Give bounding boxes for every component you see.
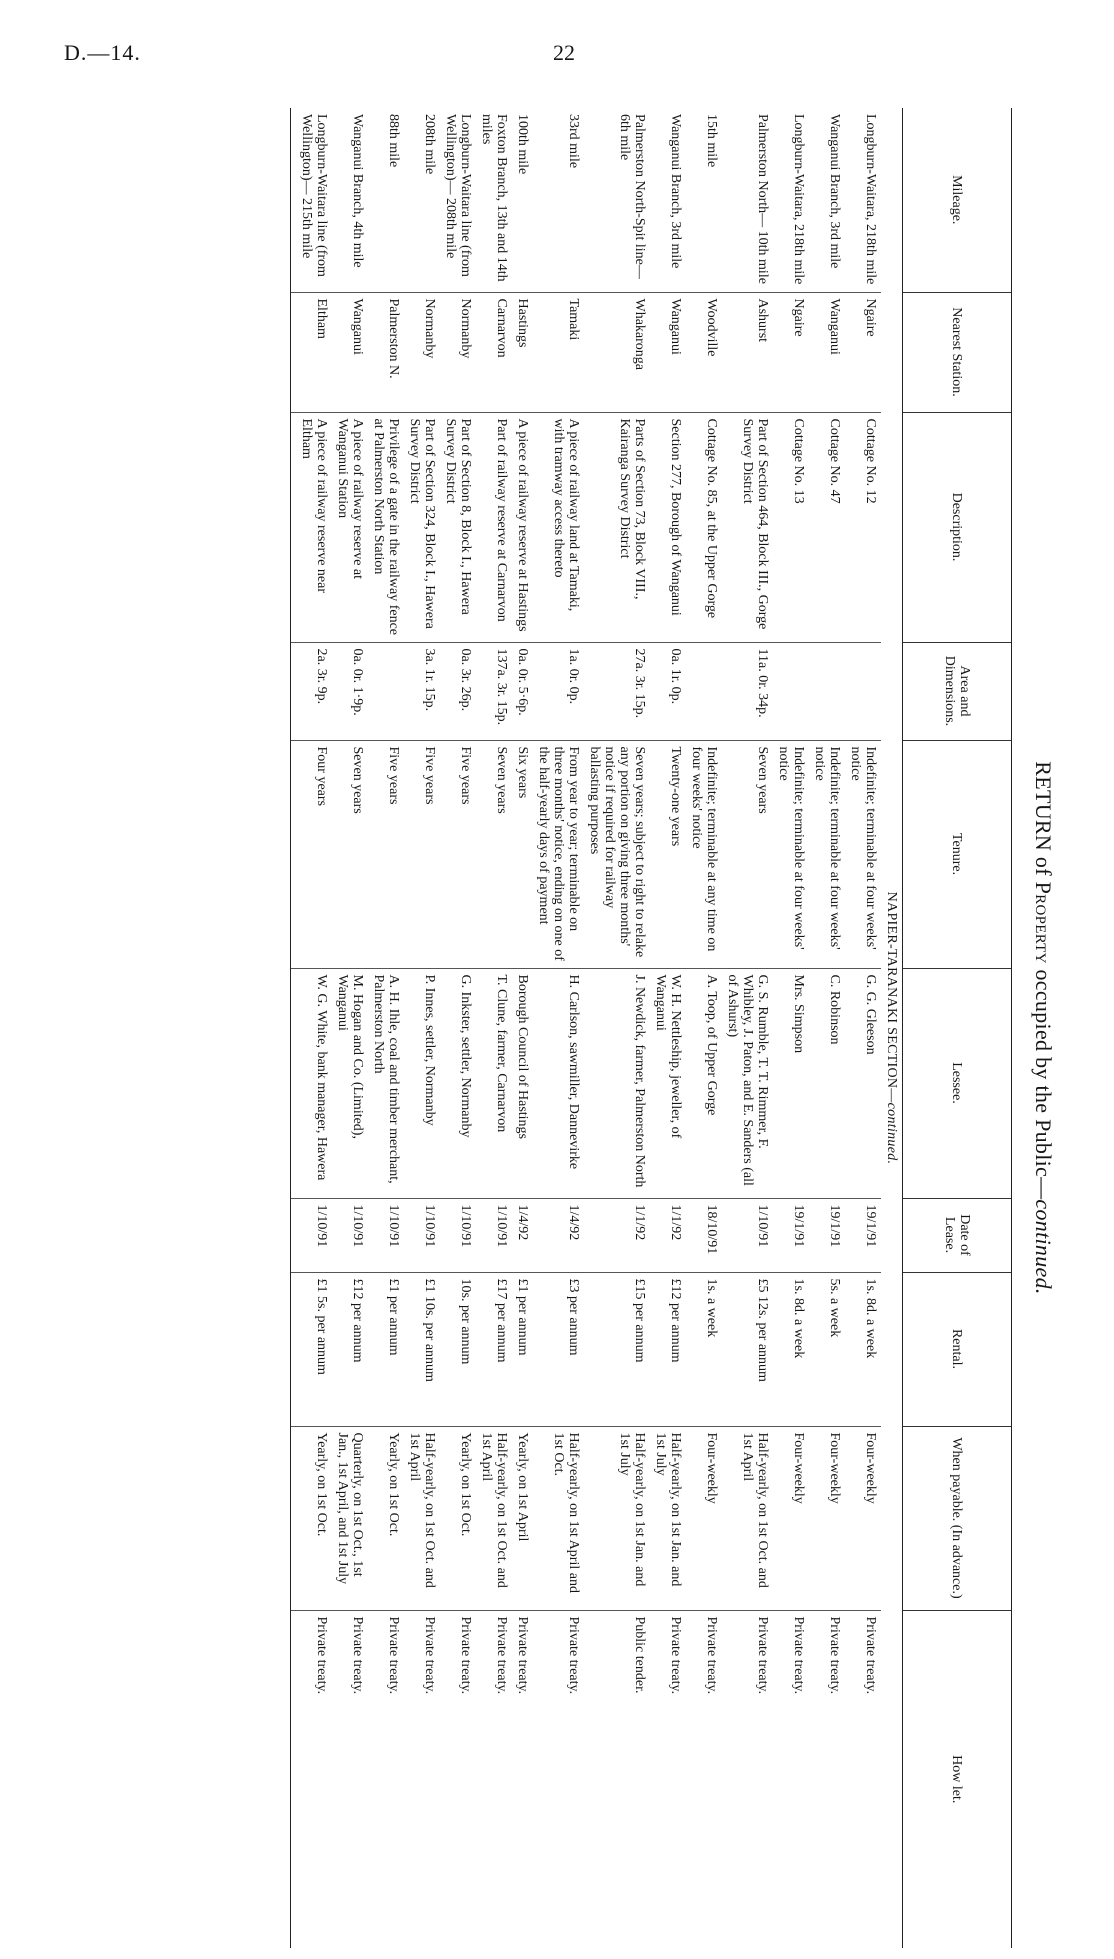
tenure-cell: Seven years — [476, 740, 512, 968]
how-let-cell: Private treaty. — [845, 1610, 881, 1948]
area-cell: 1a. 0r. 0p. — [533, 642, 584, 740]
table-row — [291, 108, 333, 1948]
header-row — [903, 108, 1012, 1948]
col-description-header: Description. — [903, 412, 1012, 642]
date-cell: 19/1/91 — [845, 1198, 881, 1272]
payable-cell: Four-weekly — [773, 1426, 809, 1610]
payable-cell: Half-yearly, on 1st Jan. and 1st July — [650, 1426, 686, 1610]
station-cell: Ngaire — [845, 292, 881, 412]
lessee-cell: W. H. Nettleship, jeweller, of Wanganui — [650, 968, 686, 1198]
description-cell: A piece of railway land at Tamaki, with tramway access thereto — [533, 412, 584, 642]
station-cell: Hastings — [512, 292, 533, 412]
how-let-cell: Public tender. — [584, 1610, 650, 1948]
payable-cell: Half-yearly, on 1st April and 1st Oct. — [533, 1426, 584, 1610]
station-cell: Whakaronga — [584, 292, 650, 412]
col-area-header: Area and Dimensions. — [903, 642, 1012, 740]
tenure-cell: Seven years — [332, 740, 368, 968]
rental-cell: £1 10s. per annum — [404, 1272, 440, 1426]
date-cell: 18/10/91 — [686, 1198, 722, 1272]
description-cell: Cottage No. 12 — [845, 412, 881, 642]
description-cell: Part of Section 324, Block I., Hawera Survey District — [404, 412, 440, 642]
page-reference: D.—14. — [64, 40, 141, 65]
how-let-cell: Private treaty. — [440, 1610, 476, 1948]
tenure-cell: From year to year; terminable on three months' notice, ending on one of the half-yearly days of payment — [533, 740, 584, 968]
station-cell: Wanganui — [650, 292, 686, 412]
lessee-cell: G. G. Gleeson — [845, 968, 881, 1198]
tenure-cell: Indefinite; terminable at four weeks' notice — [809, 740, 845, 968]
payable-cell: Quarterly, on 1st Oct., 1st Jan., 1st April, and 1st July — [332, 1426, 368, 1610]
mileage-cell: Wanganui Branch, 4th mile — [350, 114, 365, 268]
mileage-cell: 33rd mile — [566, 114, 581, 169]
table-row — [845, 108, 881, 1948]
table-row — [368, 108, 404, 1948]
rotated-table-page — [80, 108, 1060, 1948]
table-row — [476, 108, 512, 1948]
area-cell — [773, 642, 809, 740]
mileage-cell: Longburn-Waitara line (from Wellington)— 208th mile — [443, 114, 473, 277]
rental-cell: £1 per annum — [368, 1272, 404, 1426]
area-cell: 0a. 0r. 5·6p. — [512, 642, 533, 740]
area-cell: 0a. 1r. 0p. — [650, 642, 686, 740]
how-let-cell: Private treaty. — [404, 1610, 440, 1948]
mileage-cell: Longburn-Waitara, 218th mile — [791, 114, 806, 285]
table-row — [512, 108, 533, 1948]
area-cell — [809, 642, 845, 740]
date-cell: 19/1/91 — [809, 1198, 845, 1272]
tenure-cell: Six years — [512, 740, 533, 968]
station-cell: Eltham — [291, 292, 333, 412]
lessee-cell: T. Clune, farmer, Carnarvon — [476, 968, 512, 1198]
description-cell: Cottage No. 13 — [773, 412, 809, 642]
rental-cell: 1s. 8d. a week — [773, 1272, 809, 1426]
title-small-caps: Property — [1031, 881, 1056, 964]
description-cell: Part of Section 8, Block I., Hawera Survey District — [440, 412, 476, 642]
area-cell: 3a. 1r. 15p. — [404, 642, 440, 740]
property-return-table — [290, 108, 1012, 1948]
station-cell: Ashurst — [722, 292, 773, 412]
rental-cell: £12 per annum — [332, 1272, 368, 1426]
how-let-cell: Private treaty. — [533, 1610, 584, 1948]
station-cell: Palmerston N. — [368, 292, 404, 412]
table-row — [584, 108, 650, 1948]
lessee-cell: H. Carlson, sawmiller, Dannevirke — [533, 968, 584, 1198]
how-let-cell: Private treaty. — [686, 1610, 722, 1948]
table-row — [440, 108, 476, 1948]
payable-cell: Four-weekly — [809, 1426, 845, 1610]
area-cell: 0a. 0r. 1·9p. — [332, 642, 368, 740]
date-cell: 1/4/92 — [533, 1198, 584, 1272]
lessee-cell: Mrs. Simpson — [773, 968, 809, 1198]
station-cell: Tamaki — [533, 292, 584, 412]
mileage-cell: 100th mile — [515, 114, 530, 175]
tenure-cell: Five years — [440, 740, 476, 968]
section-name: NAPIER-TARANAKI SECTION— — [884, 891, 899, 1103]
lessee-cell: G. Inkster, settler, Normanby — [440, 968, 476, 1198]
table-row — [809, 108, 845, 1948]
description-cell: Privilege of a gate in the railway fence at Palmerston North Station — [368, 412, 404, 642]
tenure-cell: Indefinite; terminable at four weeks' notice — [845, 740, 881, 968]
col-how-let-header: How let. — [903, 1610, 1012, 1948]
date-cell: 1/4/92 — [512, 1198, 533, 1272]
rental-cell: £1 per annum — [512, 1272, 533, 1426]
date-cell: 1/10/91 — [404, 1198, 440, 1272]
lessee-cell: G. S. Rumble, T. T. Rimmer, F. Whibley, J. Paton, and E. Sanders (all of Ashurst) — [722, 968, 773, 1198]
description-cell: Parts of Section 73, Block VIII., Kairanga Survey District — [584, 412, 650, 642]
date-cell: 1/10/91 — [722, 1198, 773, 1272]
col-nearest-station-header: Nearest Station. — [903, 292, 1012, 412]
table-row — [773, 108, 809, 1948]
area-cell — [845, 642, 881, 740]
lessee-cell: J. Newdick, farmer, Palmerston North — [584, 968, 650, 1198]
rental-cell: £17 per annum — [476, 1272, 512, 1426]
lessee-cell: P. Innes, settler, Normanby — [404, 968, 440, 1198]
payable-cell: Half-yearly, on 1st Jan. and 1st July — [584, 1426, 650, 1610]
station-cell: Wanganui — [809, 292, 845, 412]
description-cell: Cottage No. 47 — [809, 412, 845, 642]
date-cell: 1/10/91 — [440, 1198, 476, 1272]
payable-cell: Yearly, on 1st Oct. — [291, 1426, 333, 1610]
mileage-cell: 15th mile — [704, 114, 719, 168]
rental-cell: £1 5s. per annum — [291, 1272, 333, 1426]
area-cell — [686, 642, 722, 740]
lessee-cell: M. Hogan and Co. (Limited), Wanganui — [332, 968, 368, 1198]
mileage-cell: 208th mile — [422, 114, 437, 175]
mileage-cell: Palmerston North— 10th mile — [755, 114, 770, 284]
col-rental-header: Rental. — [903, 1272, 1012, 1426]
how-let-cell: Private treaty. — [773, 1610, 809, 1948]
area-cell: 11a. 0r. 34p. — [722, 642, 773, 740]
payable-cell: Yearly, on 1st April — [512, 1426, 533, 1610]
how-let-cell: Private treaty. — [332, 1610, 368, 1948]
station-cell: Carnarvon — [476, 292, 512, 412]
date-cell: 1/10/91 — [476, 1198, 512, 1272]
tenure-cell: Indefinite; terminable at four weeks' notice — [773, 740, 809, 968]
how-let-cell: Private treaty. — [512, 1610, 533, 1948]
description-cell: Cottage No. 85, at the Upper Gorge — [686, 412, 722, 642]
date-cell: 1/1/92 — [650, 1198, 686, 1272]
rental-cell: £12 per annum — [650, 1272, 686, 1426]
how-let-cell: Private treaty. — [476, 1610, 512, 1948]
section-row — [881, 108, 903, 1948]
page-title — [1030, 108, 1056, 1948]
mileage-cell: Longburn-Waitara line (from Wellington)— 215th mile — [291, 108, 333, 292]
col-tenure-header: Tenure. — [903, 740, 1012, 968]
col-date-header: Date of Lease. — [903, 1198, 1012, 1272]
col-mileage-header: Mileage. — [903, 108, 1012, 292]
station-cell: Wanganui — [332, 292, 368, 412]
payable-cell: Yearly, on 1st Oct. — [368, 1426, 404, 1610]
station-cell: Woodville — [686, 292, 722, 412]
title-italic: continued. — [1031, 1199, 1056, 1295]
area-cell: 27a. 3r. 15p. — [584, 642, 650, 740]
area-cell: 2a. 3r. 9p. — [291, 642, 333, 740]
table-row — [686, 108, 722, 1948]
how-let-cell: Private treaty. — [650, 1610, 686, 1948]
page-number: 22 — [553, 40, 575, 65]
tenure-cell: Five years — [368, 740, 404, 968]
rental-cell: 1s. a week — [686, 1272, 722, 1426]
station-cell: Normanby — [440, 292, 476, 412]
tenure-cell: Seven years — [722, 740, 773, 968]
payable-cell: Half-yearly, on 1st Oct. and 1st April — [476, 1426, 512, 1610]
area-cell — [368, 642, 404, 740]
table-row — [533, 108, 584, 1948]
description-cell: Part of Section 464, Block III., Gorge Survey District — [722, 412, 773, 642]
date-cell: 1/10/91 — [332, 1198, 368, 1272]
how-let-cell: Private treaty. — [291, 1610, 333, 1948]
table-row — [404, 108, 440, 1948]
payable-cell: Four-weekly — [686, 1426, 722, 1610]
rental-cell: 10s. per annum — [440, 1272, 476, 1426]
lessee-cell: A. H. Ihle, coal and timber merchant, Palmerston North — [368, 968, 404, 1198]
station-cell: Ngaire — [773, 292, 809, 412]
title-prefix: RETURN of — [1031, 761, 1056, 882]
date-cell: 19/1/91 — [773, 1198, 809, 1272]
payable-cell: Half-yearly, on 1st Oct. and 1st April — [404, 1426, 440, 1610]
tenure-cell: Twenty-one years — [650, 740, 686, 968]
payable-cell: Half-yearly, on 1st Oct. and 1st April — [722, 1426, 773, 1610]
mileage-cell: Wanganui Branch, 3rd mile — [827, 114, 842, 269]
payable-cell: Yearly, on 1st Oct. — [440, 1426, 476, 1610]
lessee-cell: A. Toop, of Upper Gorge — [686, 968, 722, 1198]
description-cell: A piece of railway reserve at Wanganui Station — [332, 412, 368, 642]
rental-cell: £5 12s. per annum — [722, 1272, 773, 1426]
how-let-cell: Private treaty. — [722, 1610, 773, 1948]
tenure-cell: Four years — [291, 740, 333, 968]
rental-cell: £15 per annum — [584, 1272, 650, 1426]
area-cell: 0a. 3r. 26p. — [440, 642, 476, 740]
title-middle: occupied by the Public— — [1031, 963, 1056, 1200]
mileage-cell: Wanganui Branch, 3rd mile — [668, 114, 683, 269]
lessee-cell: Borough Council of Hastings — [512, 968, 533, 1198]
description-cell: Section 277, Borough of Wanganui — [650, 412, 686, 642]
rental-cell: 1s. 8d. a week — [845, 1272, 881, 1426]
rental-cell: 5s. a week — [809, 1272, 845, 1426]
date-cell: 1/10/91 — [368, 1198, 404, 1272]
col-lessee-header: Lessee. — [903, 968, 1012, 1198]
how-let-cell: Private treaty. — [809, 1610, 845, 1948]
payable-cell: Four-weekly — [845, 1426, 881, 1610]
how-let-cell: Private treaty. — [368, 1610, 404, 1948]
lessee-cell: W. G. White, bank manager, Hawera — [291, 968, 333, 1198]
mileage-cell: 88th mile — [386, 114, 401, 168]
description-cell: Part of railway reserve at Carnarvon — [476, 412, 512, 642]
date-cell: 1/1/92 — [584, 1198, 650, 1272]
table-row — [650, 108, 686, 1948]
rental-cell: £3 per annum — [533, 1272, 584, 1426]
tenure-cell: Indefinite; terminable at any time on four weeks' notice — [686, 740, 722, 968]
tenure-cell: Five years — [404, 740, 440, 968]
lessee-cell: C. Robinson — [809, 968, 845, 1198]
mileage-cell: Longburn-Waitara, 218th mile — [863, 114, 878, 285]
tenure-cell: Seven years; subject to right to relake any portion on giving three months' notice if required for railway ballasting purposes — [584, 740, 650, 968]
description-cell: A piece of railway reserve near Eltham — [291, 412, 333, 642]
table-row — [722, 108, 773, 1948]
description-cell: A piece of railway reserve at Hastings — [512, 412, 533, 642]
section-italic: continued. — [884, 1102, 899, 1165]
section-heading — [881, 108, 903, 1948]
table-body — [291, 108, 903, 1948]
date-cell: 1/10/91 — [291, 1198, 333, 1272]
table-row — [332, 108, 368, 1948]
mileage-cell: Foxton Branch, 13th and 14th miles — [479, 114, 509, 282]
area-cell: 137a. 3r. 15p. — [476, 642, 512, 740]
mileage-cell: Palmerston North-Spit line— 6th mile — [617, 114, 647, 279]
station-cell: Normanby — [404, 292, 440, 412]
col-when-payable-header: When payable. (In advance.) — [903, 1426, 1012, 1610]
